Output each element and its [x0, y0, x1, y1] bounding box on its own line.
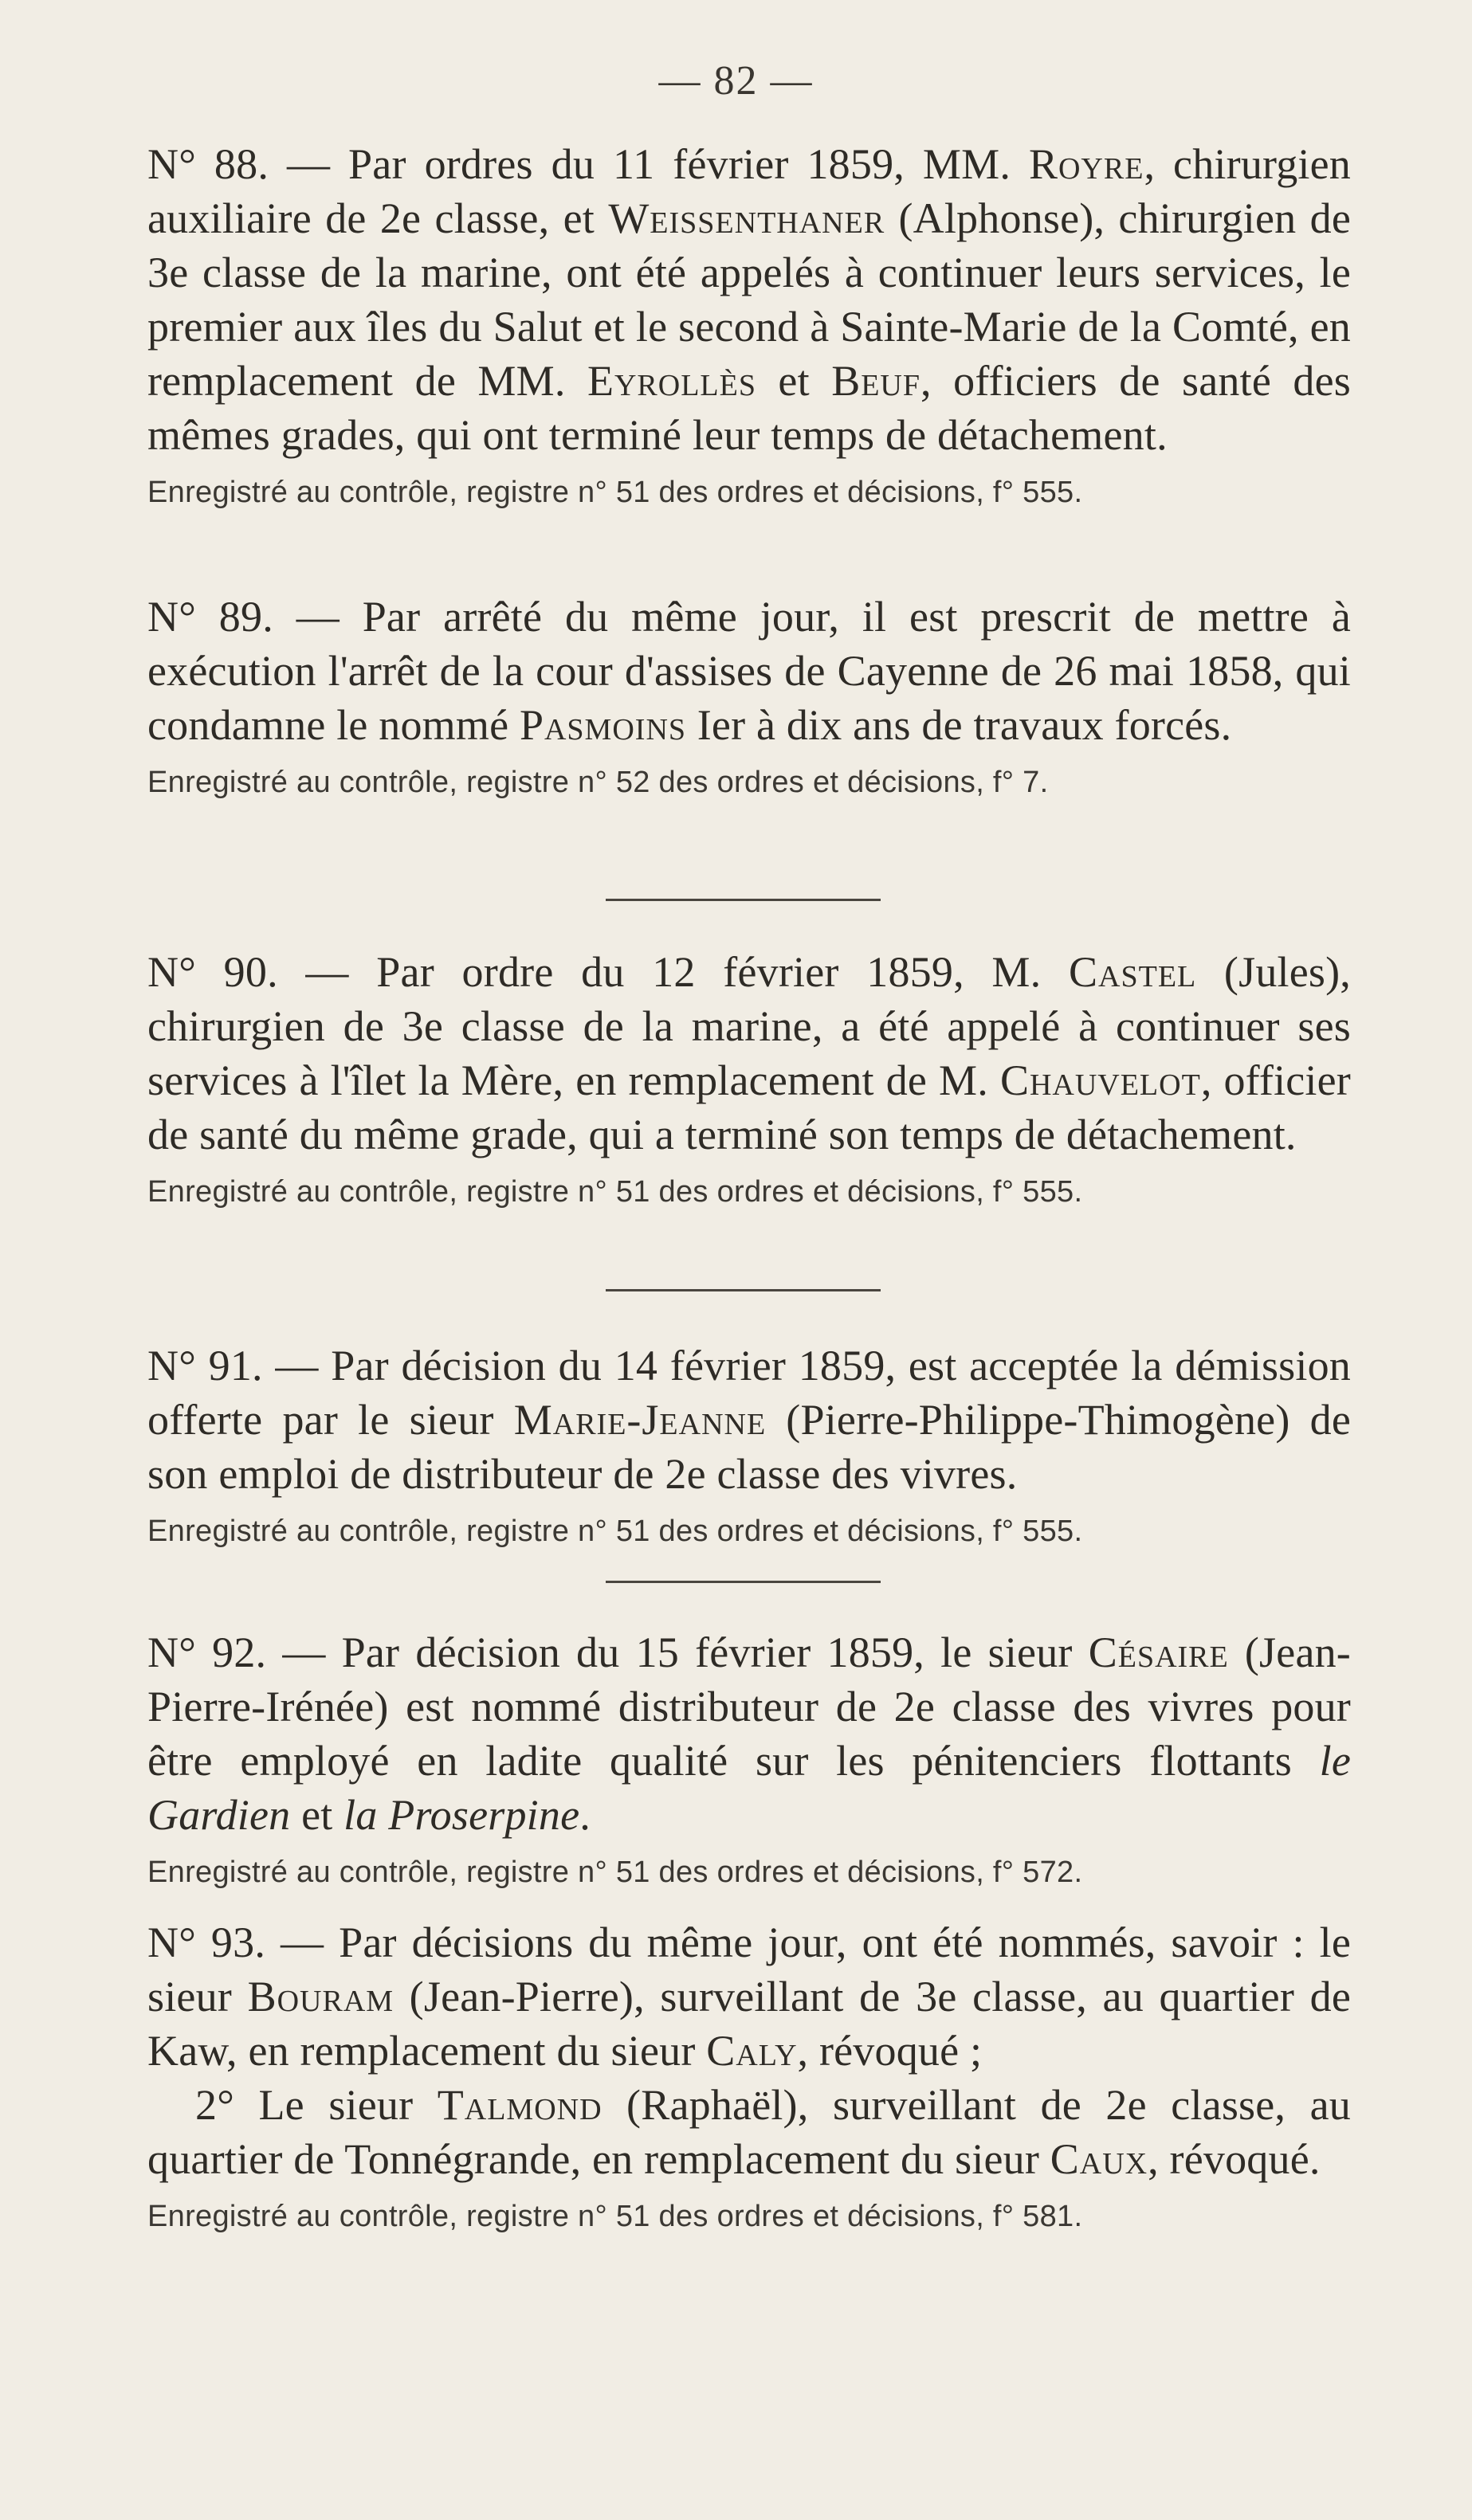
text-run: .: [579, 1791, 591, 1839]
text-run: , chirurgien auxiliaire de 2e classe, et: [147, 140, 1351, 242]
person-name: Weissenthaner: [608, 194, 885, 242]
person-name: Césaire: [1088, 1628, 1229, 1676]
entry-89-text: [147, 590, 1351, 752]
entry-90: [147, 945, 1351, 1213]
separator-rule: [606, 899, 881, 901]
text-run: (Pierre-Philippe-Thimogène) de son emploi de distributeur de 2e classe des vivres.: [147, 1396, 1352, 1498]
text-run: et: [290, 1791, 344, 1839]
text-run: N° 88. — Par ordres du 11 février 1859, MM.: [147, 140, 1029, 188]
person-name: Eyrollès: [587, 357, 756, 405]
text-run: N° 89. — Par arrêté du même jour, il est prescrit de mettre à exécution l'arrêt de la cour d'assises de Cayenne de 26 mai 1858, qui condamne le nommé: [147, 593, 1351, 749]
entry-91: [147, 1338, 1351, 1552]
text-run: Ier à dix ans de travaux forcés.: [686, 701, 1232, 749]
person-name: Caly: [706, 2027, 798, 2075]
separator-rule: [606, 1581, 881, 1583]
text-run: (Jules), chirurgien de 3e classe de la marine, a été appelé à continuer ses services à l'îlet la Mère, en remplacement de M.: [147, 948, 1352, 1104]
entry-93-text: [147, 1915, 1351, 2078]
text-run: (Alphonse), chirurgien de 3e classe de la marine, ont été appelés à continuer leurs services, le premier aux îles du Salut et le second à Sainte-Marie de la Comté, en remplacement de MM.: [147, 194, 1351, 405]
entry-93-register: Enregistré au contrôle, registre n° 51 des ordres et décisions, f° 581.: [147, 2200, 1083, 2233]
text-run: N° 92. — Par décision du 15 février 1859, le sieur: [147, 1628, 1089, 1676]
text-run: , révoqué.: [1148, 2135, 1321, 2183]
text-run: , officier de santé du même grade, qui a terminé son temps de détachement.: [147, 1056, 1351, 1158]
text-run: et: [756, 357, 832, 405]
page-number: — 82 —: [658, 58, 814, 104]
person-name: Pasmoins: [519, 701, 687, 749]
text-run: N° 90. — Par ordre du 12 février 1859, M.: [147, 948, 1070, 996]
text-run: 2° Le sieur: [195, 2081, 438, 2129]
entry-92-register: Enregistré au contrôle, registre n° 51 des ordres et décisions, f° 572.: [147, 1856, 1083, 1889]
entry-91-register: Enregistré au contrôle, registre n° 51 des ordres et décisions, f° 555.: [147, 1515, 1083, 1548]
entry-89: [147, 590, 1351, 803]
text-run: (Jean-Pierre), surveillant de 3e classe, au quartier de Kaw, en remplacement du sieur: [147, 1973, 1351, 2075]
entry-93-text-continued: [147, 2078, 1351, 2186]
separator-rule: [606, 1289, 881, 1291]
person-name: Bouram: [247, 1973, 394, 2020]
person-name: Talmond: [437, 2081, 603, 2129]
vessel-name: le Gardien: [147, 1737, 1351, 1839]
person-name: Royre: [1028, 140, 1144, 188]
entry-90-register: Enregistré au contrôle, registre n° 51 des ordres et décisions, f° 555.: [147, 1175, 1083, 1209]
text-run: , révoqué ;: [797, 2027, 983, 2075]
person-name: Chauvelot: [999, 1056, 1201, 1104]
vessel-name: la Proserpine: [343, 1791, 580, 1839]
person-name: Beuf: [831, 357, 920, 405]
text-run: N° 93. — Par décisions du même jour, ont été nommés, savoir : le sieur: [147, 1918, 1351, 2020]
person-name: Marie-Jeanne: [513, 1396, 767, 1444]
entry-92-text: [147, 1625, 1351, 1842]
text-run: (Jean-Pierre-Irénée) est nommé distributeur de 2e classe des vivres pour être employé en ladite qualité sur les pénitenciers flottants: [147, 1628, 1351, 1785]
text-run: N° 91. — Par décision du 14 février 1859, est acceptée la démission offerte par le sieur: [147, 1342, 1351, 1444]
entry-92: [147, 1625, 1351, 1893]
entry-91-text: [147, 1338, 1351, 1501]
person-name: Castel: [1069, 948, 1197, 996]
person-name: Caux: [1050, 2135, 1148, 2183]
entry-88: [147, 137, 1351, 513]
entry-88-text: [147, 137, 1351, 462]
entry-89-register: Enregistré au contrôle, registre n° 52 des ordres et décisions, f° 7.: [147, 766, 1049, 799]
entry-93: [147, 1915, 1351, 2237]
text-run: (Raphaël), surveillant de 2e classe, au quartier de Tonnégrande, en remplacement du sieur: [147, 2081, 1351, 2183]
entry-90-text: [147, 945, 1351, 1162]
text-run: , officiers de santé des mêmes grades, qui ont terminé leur temps de détachement.: [147, 357, 1351, 459]
entry-88-register: Enregistré au contrôle, registre n° 51 des ordres et décisions, f° 555.: [147, 476, 1083, 509]
